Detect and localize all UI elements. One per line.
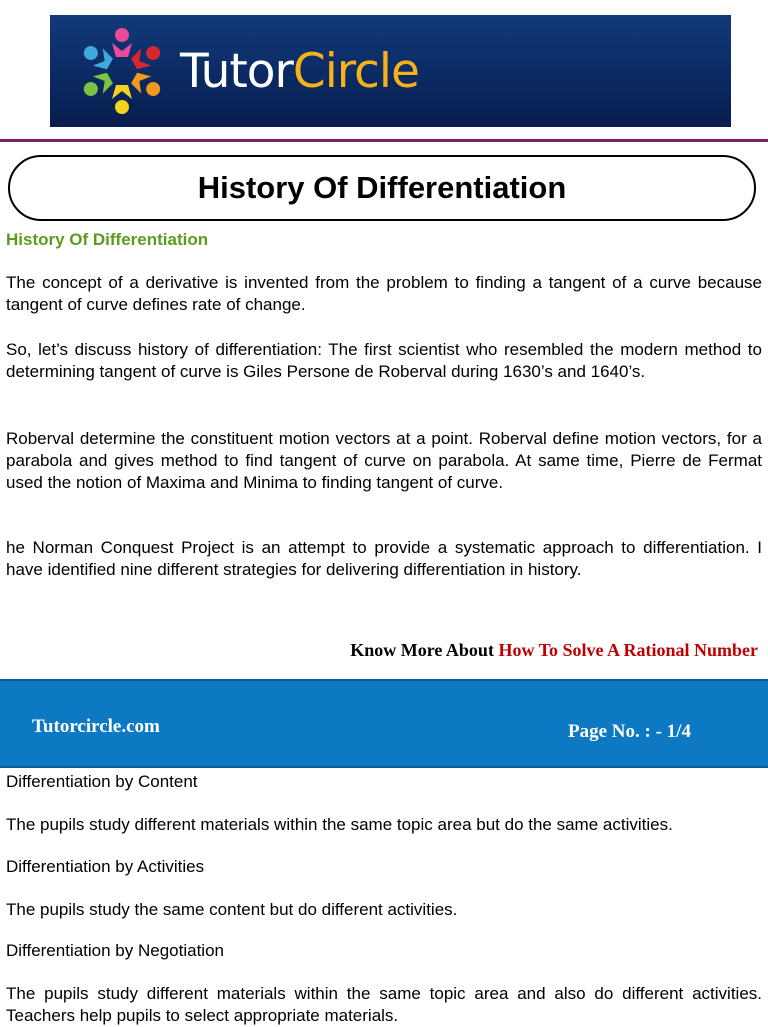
header-banner xyxy=(50,15,731,127)
page-title: History Of Differentiation xyxy=(197,170,567,205)
paragraph-motion-vectors: Roberval determine the constituent motion vectors at a point. Roberval define motion vectors, for a parabola and gives method to find tangent of curve on parabola. At same time, Pierre de Fermat used the notion of Maxima and Minima to finding tangent of curve. xyxy=(6,429,762,492)
know-more-label: Know More About xyxy=(350,640,494,660)
title-box xyxy=(8,155,756,221)
logo-word-circle: Circle xyxy=(292,44,419,99)
paragraph-derivative-concept: The concept of a derivative is invented from the problem to finding a tangent of a curve because tangent of curve defines rate of change. xyxy=(6,273,762,314)
footer-site-name: Tutorcircle.com xyxy=(32,716,160,737)
logo-word-tutor: Tutor xyxy=(180,44,293,99)
heading-differentiation-negotiation: Differentiation by Negotiation xyxy=(6,941,224,960)
paragraph-norman-conquest: he Norman Conquest Project is an attempt to provide a systematic approach to differentiation. I have identified nine different strategies for delivering differentiation in history. xyxy=(6,538,762,579)
header-divider xyxy=(0,139,768,142)
know-more-line xyxy=(350,640,758,661)
rational-number-link[interactable]: How To Solve A Rational Number xyxy=(498,640,758,660)
footer-page-number: Page No. : - 1/4 xyxy=(568,721,691,742)
heading-differentiation-content: Differentiation by Content xyxy=(6,772,198,791)
section-subheading: History Of Differentiation xyxy=(6,230,209,249)
paragraph-content: The pupils study different materials within the same topic area but do the same activities. xyxy=(6,815,673,834)
page-footer-band xyxy=(0,679,768,768)
people-circle-logo-icon xyxy=(72,21,172,121)
paragraph-negotiation: The pupils study different materials within the same topic area and also do different activities. Teachers help pupils to select appropriate materials. xyxy=(6,984,762,1025)
heading-differentiation-activities: Differentiation by Activities xyxy=(6,857,205,876)
logo-wordmark xyxy=(180,44,419,99)
paragraph-roberval-intro: So, let’s discuss history of differentiation: The first scientist who resembled the modern method to determining tangent of curve is Giles Persone de Roberval during 1630’s and 1640’s. xyxy=(6,340,762,381)
paragraph-activities: The pupils study the same content but do different activities. xyxy=(6,900,458,919)
